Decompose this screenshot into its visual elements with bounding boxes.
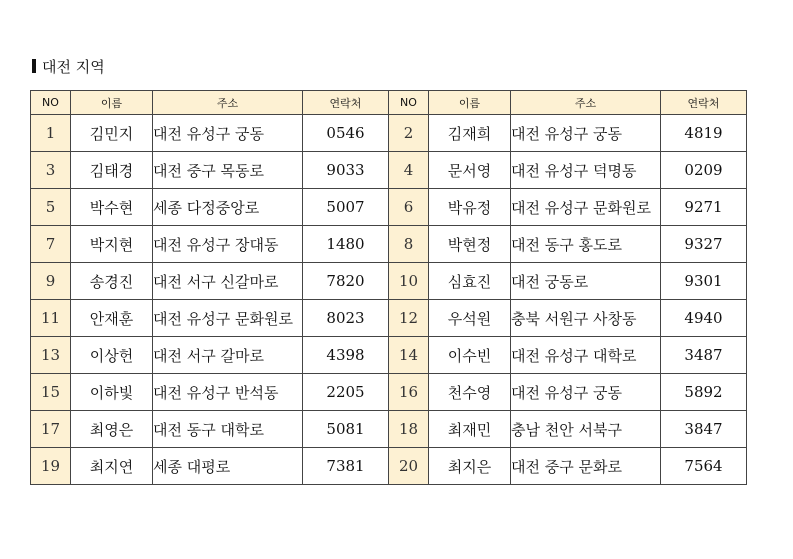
- cell-address: 대전 동구 대학로: [153, 411, 303, 448]
- cell-name: 박지현: [71, 226, 153, 263]
- cell-address: 충북 서원구 사창동: [511, 300, 661, 337]
- cell-no: 4: [389, 152, 429, 189]
- cell-phone: 9033: [303, 152, 389, 189]
- cell-phone: 4819: [661, 115, 747, 152]
- cell-phone: 5081: [303, 411, 389, 448]
- header-name-right: 이름: [429, 91, 511, 115]
- table-row: [31, 448, 747, 485]
- header-phone-left: 연락처: [303, 91, 389, 115]
- cell-no: 7: [31, 226, 71, 263]
- cell-address: 대전 유성구 궁동: [511, 374, 661, 411]
- cell-phone: 1480: [303, 226, 389, 263]
- contact-table: [30, 90, 747, 485]
- cell-address: 대전 유성구 덕명동: [511, 152, 661, 189]
- cell-address: 대전 중구 목동로: [153, 152, 303, 189]
- cell-name: 박유정: [429, 189, 511, 226]
- cell-address: 세종 대평로: [153, 448, 303, 485]
- cell-address: 세종 다정중앙로: [153, 189, 303, 226]
- cell-name: 박현정: [429, 226, 511, 263]
- cell-address: 대전 서구 갈마로: [153, 337, 303, 374]
- cell-no: 8: [389, 226, 429, 263]
- cell-phone: 3847: [661, 411, 747, 448]
- cell-name: 김재희: [429, 115, 511, 152]
- cell-phone: 7820: [303, 263, 389, 300]
- cell-phone: 7564: [661, 448, 747, 485]
- table-row: [31, 226, 747, 263]
- cell-phone: 5007: [303, 189, 389, 226]
- cell-no: 13: [31, 337, 71, 374]
- cell-address: 대전 서구 신갈마로: [153, 263, 303, 300]
- cell-no: 20: [389, 448, 429, 485]
- table-row: [31, 374, 747, 411]
- cell-name: 이하빛: [71, 374, 153, 411]
- cell-address: 대전 중구 문화로: [511, 448, 661, 485]
- table-row: [31, 263, 747, 300]
- cell-name: 김민지: [71, 115, 153, 152]
- cell-name: 최지연: [71, 448, 153, 485]
- cell-name: 문서영: [429, 152, 511, 189]
- cell-name: 최지은: [429, 448, 511, 485]
- cell-address: 대전 유성구 문화원로: [153, 300, 303, 337]
- header-name-left: 이름: [71, 91, 153, 115]
- cell-no: 9: [31, 263, 71, 300]
- cell-address: 대전 유성구 반석동: [153, 374, 303, 411]
- table-header-row: [31, 91, 747, 115]
- cell-no: 10: [389, 263, 429, 300]
- cell-phone: 7381: [303, 448, 389, 485]
- cell-address: 대전 유성구 문화원로: [511, 189, 661, 226]
- cell-name: 이수빈: [429, 337, 511, 374]
- table-row: [31, 337, 747, 374]
- cell-name: 안재훈: [71, 300, 153, 337]
- cell-no: 15: [31, 374, 71, 411]
- cell-address: 충남 천안 서북구: [511, 411, 661, 448]
- header-phone-right: 연락처: [661, 91, 747, 115]
- cell-name: 박수현: [71, 189, 153, 226]
- header-address-left: 주소: [153, 91, 303, 115]
- header-no-left: NO: [31, 91, 71, 115]
- cell-phone: 8023: [303, 300, 389, 337]
- cell-no: 17: [31, 411, 71, 448]
- cell-phone: 3487: [661, 337, 747, 374]
- cell-name: 천수영: [429, 374, 511, 411]
- cell-phone: 4398: [303, 337, 389, 374]
- cell-phone: 0546: [303, 115, 389, 152]
- table-row: [31, 152, 747, 189]
- cell-address: 대전 유성구 궁동: [511, 115, 661, 152]
- cell-no: 1: [31, 115, 71, 152]
- cell-name: 최영은: [71, 411, 153, 448]
- cell-phone: 4940: [661, 300, 747, 337]
- cell-no: 16: [389, 374, 429, 411]
- cell-no: 5: [31, 189, 71, 226]
- cell-name: 우석원: [429, 300, 511, 337]
- table-row: [31, 300, 747, 337]
- cell-address: 대전 궁동로: [511, 263, 661, 300]
- cell-name: 최재민: [429, 411, 511, 448]
- cell-no: 11: [31, 300, 71, 337]
- cell-name: 심효진: [429, 263, 511, 300]
- section-heading: [32, 56, 105, 76]
- header-address-right: 주소: [511, 91, 661, 115]
- cell-address: 대전 동구 홍도로: [511, 226, 661, 263]
- cell-name: 김태경: [71, 152, 153, 189]
- cell-address: 대전 유성구 대학로: [511, 337, 661, 374]
- cell-no: 6: [389, 189, 429, 226]
- cell-name: 송경진: [71, 263, 153, 300]
- cell-name: 이상헌: [71, 337, 153, 374]
- header-no-right: NO: [389, 91, 429, 115]
- cell-phone: 9301: [661, 263, 747, 300]
- cell-no: 2: [389, 115, 429, 152]
- cell-phone: 9327: [661, 226, 747, 263]
- table-row: [31, 189, 747, 226]
- heading-marker-bar: [32, 59, 36, 73]
- cell-no: 14: [389, 337, 429, 374]
- cell-no: 12: [389, 300, 429, 337]
- cell-no: 19: [31, 448, 71, 485]
- cell-no: 18: [389, 411, 429, 448]
- cell-phone: 2205: [303, 374, 389, 411]
- cell-phone: 9271: [661, 189, 747, 226]
- section-title: 대전 지역: [42, 57, 105, 76]
- cell-phone: 0209: [661, 152, 747, 189]
- cell-address: 대전 유성구 궁동: [153, 115, 303, 152]
- cell-address: 대전 유성구 장대동: [153, 226, 303, 263]
- cell-no: 3: [31, 152, 71, 189]
- table-row: [31, 115, 747, 152]
- table-row: [31, 411, 747, 448]
- cell-phone: 5892: [661, 374, 747, 411]
